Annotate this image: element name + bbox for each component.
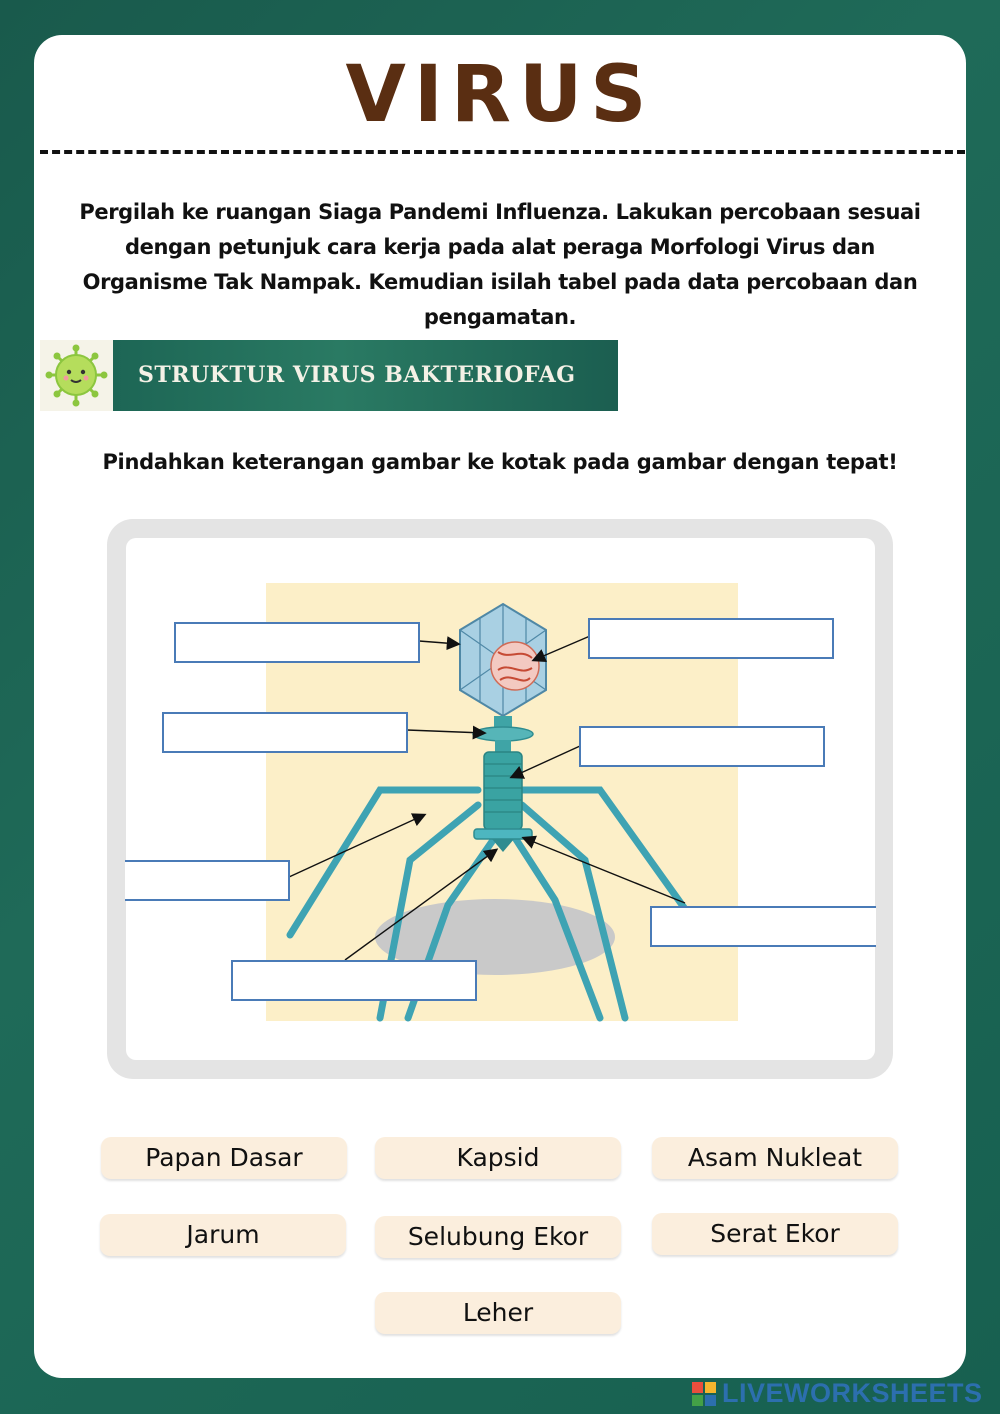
drop-box-3[interactable] bbox=[162, 712, 408, 753]
drop-box-7[interactable] bbox=[231, 960, 477, 1001]
drop-box-4[interactable] bbox=[579, 726, 825, 767]
drop-box-1[interactable] bbox=[174, 622, 420, 663]
answer-chip-jarum[interactable]: Jarum bbox=[100, 1214, 346, 1256]
answer-chip-kapsid[interactable]: Kapsid bbox=[375, 1137, 621, 1179]
answer-chip-selubung-ekor[interactable]: Selubung Ekor bbox=[375, 1216, 621, 1258]
liveworksheets-grid-icon bbox=[692, 1382, 716, 1406]
section-band bbox=[113, 340, 618, 411]
answer-chip-asam-nukleat[interactable]: Asam Nukleat bbox=[652, 1137, 898, 1179]
virus-mascot-icon bbox=[40, 340, 113, 411]
page-title: VIRUS bbox=[345, 50, 655, 140]
liveworksheets-logo bbox=[692, 1378, 992, 1408]
section-header bbox=[40, 340, 618, 411]
section-title: STRUKTUR VIRUS BAKTERIOFAG bbox=[138, 362, 576, 388]
drop-box-6[interactable] bbox=[650, 906, 876, 947]
drop-box-5[interactable] bbox=[125, 860, 290, 901]
brand-name: LIVEWORKSHEETS bbox=[722, 1378, 983, 1408]
drop-box-2[interactable] bbox=[588, 618, 834, 659]
dashed-divider bbox=[40, 150, 965, 154]
answer-chip-papan-dasar[interactable]: Papan Dasar bbox=[101, 1137, 347, 1179]
task-instruction: Pindahkan keterangan gambar ke kotak pada gambar dengan tepat! bbox=[102, 450, 898, 474]
intro-text: Pergilah ke ruangan Siaga Pandemi Influenza. Lakukan percobaan sesuai dengan petunjuk cara kerja pada alat peraga Morfologi Virus dan Organisme Tak Nampak. Kemudian isilah tabel pada data percobaan dan pengamatan. bbox=[79, 200, 921, 329]
answer-chip-serat-ekor[interactable]: Serat Ekor bbox=[652, 1213, 898, 1255]
answer-chip-leher[interactable]: Leher bbox=[375, 1292, 621, 1334]
